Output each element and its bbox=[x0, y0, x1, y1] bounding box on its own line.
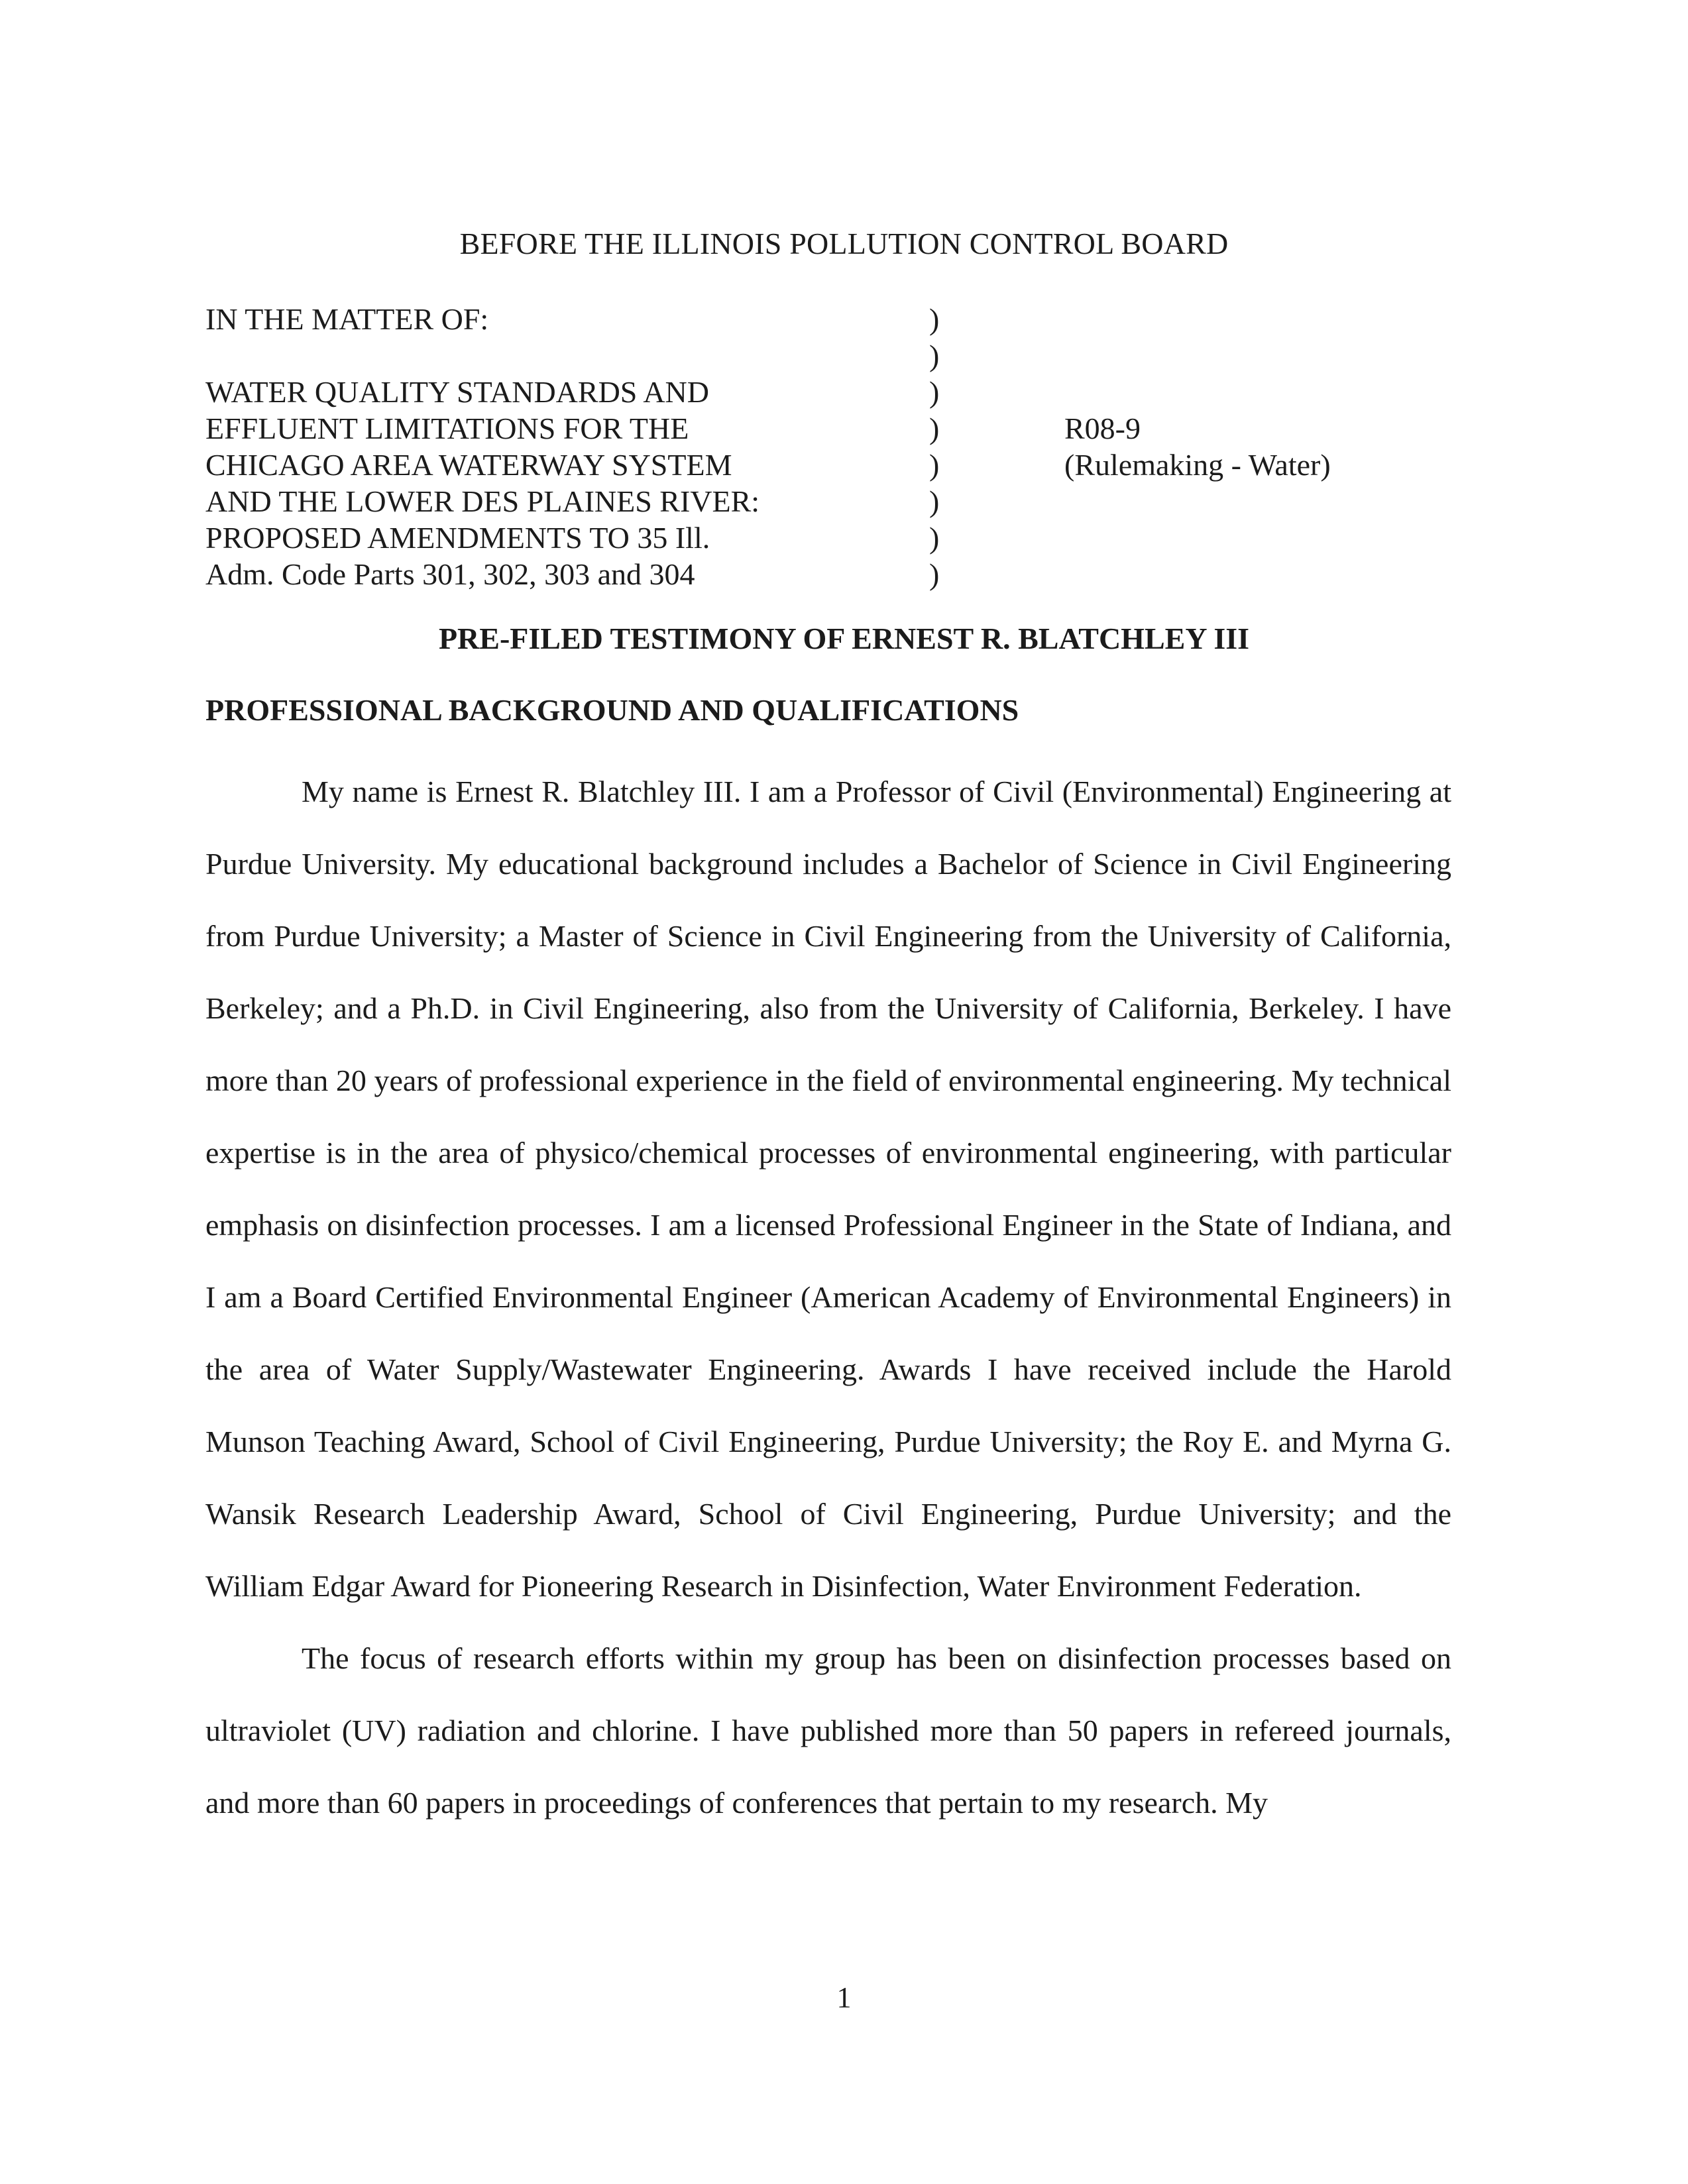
paragraph: The focus of research efforts within my group has been on disinfection processes based on ultraviolet (UV) radiation and chlorine. I have published more than 50 papers in refereed journals, and more than 60 papers in proceedings of conferences that pertain to my research. My bbox=[205, 1641, 1451, 1820]
subject-line: AND THE LOWER DES PLAINES RIVER: bbox=[205, 484, 760, 518]
docket-number: R08-9 bbox=[1064, 411, 1141, 445]
body-text bbox=[205, 755, 1451, 1839]
board-title: BEFORE THE ILLINOIS POLLUTION CONTROL BOARD bbox=[459, 227, 1229, 260]
subject-line: EFFLUENT LIMITATIONS FOR THE bbox=[205, 411, 689, 445]
subject-line: PROPOSED AMENDMENTS TO 35 Ill. bbox=[205, 521, 710, 555]
subject-line: CHICAGO AREA WATERWAY SYSTEM bbox=[205, 448, 732, 482]
paragraph: My name is Ernest R. Blatchley III. I am a Professor of Civil (Environmental) Engineering at Purdue University. My educational background includes a Bachelor of Science in Civil Engineering from Purdue University; a Master of Science in Civil Engineering from the University of California, Berkeley; and a Ph.D. in Civil Engineering, also from the University of California, Berkeley. I have more than 20 years of professional experience in the field of environmental engineering. My technical expertise is in the area of physico/chemical processes of environmental engineering, with particular emphasis on disinfection processes. I am a licensed Professional Engineer in the State of Indiana, and I am a Board Certified Environmental Engineer (American Academy of Environmental Engineers) in the area of Water Supply/Wastewater Engineering. Awards I have received include the Harold Munson Teaching Award, School of Civil Engineering, Purdue University; the Roy E. and Myrna G. Wansik Research Leadership Award, School of Civil Engineering, Purdue University; and the William Edgar Award for Pioneering Research in Disinfection, Water Environment Federation. bbox=[205, 775, 1451, 1603]
subject-line: Adm. Code Parts 301, 302, 303 and 304 bbox=[205, 557, 695, 591]
matter-label: IN THE MATTER OF: bbox=[205, 302, 489, 336]
caption-docket bbox=[1064, 410, 1396, 483]
page-number: 1 bbox=[836, 1981, 852, 2014]
paren: ) bbox=[929, 448, 940, 482]
paren: ) bbox=[929, 557, 940, 591]
paren: ) bbox=[929, 411, 940, 445]
caption-matter bbox=[205, 301, 934, 592]
caption-parens bbox=[929, 301, 956, 592]
paren: ) bbox=[929, 302, 940, 336]
paren: ) bbox=[929, 375, 940, 409]
subject-line: WATER QUALITY STANDARDS AND bbox=[205, 375, 709, 409]
section-heading: PROFESSIONAL BACKGROUND AND QUALIFICATIONS bbox=[205, 693, 1019, 727]
testimony-title: PRE-FILED TESTIMONY OF ERNEST R. BLATCHLEY III bbox=[438, 622, 1250, 655]
paren: ) bbox=[929, 484, 940, 518]
paren: ) bbox=[929, 339, 940, 372]
paren: ) bbox=[929, 521, 940, 555]
docket-type: (Rulemaking - Water) bbox=[1064, 448, 1331, 482]
